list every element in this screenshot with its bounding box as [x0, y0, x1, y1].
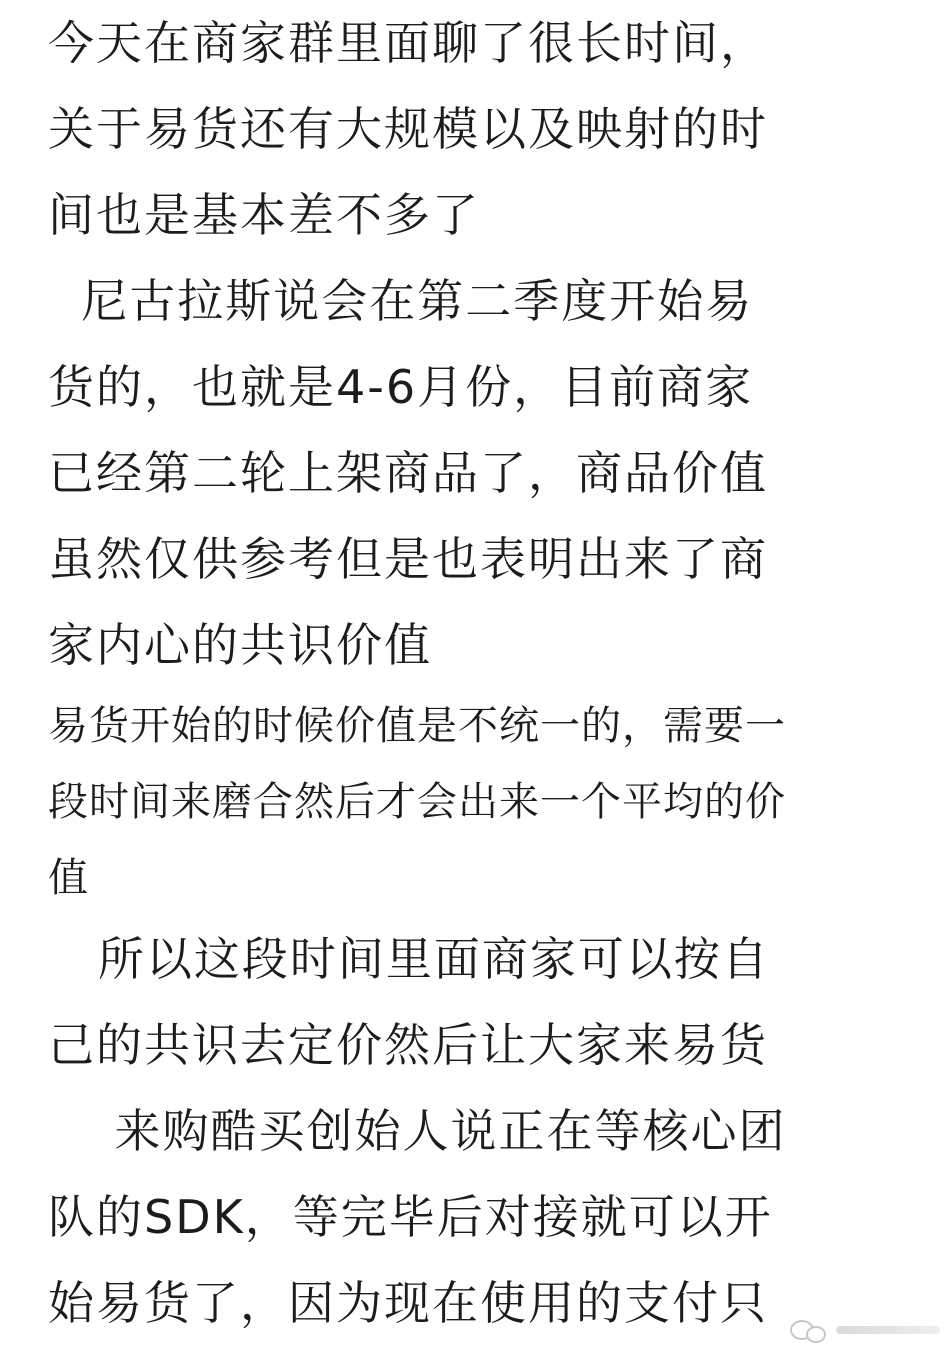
text-line: 易货开始的时候价值是不统一的，需要一 — [48, 703, 786, 749]
text-line: 队的SDK，等完毕后对接就可以开 — [48, 1190, 773, 1244]
paragraph-5 — [48, 1088, 908, 1346]
text-line: 段时间来磨合然后才会出来一个平均的价 — [48, 779, 786, 825]
text-line: 关于易货还有大规模以及映射的时 — [48, 102, 768, 156]
paragraph-4 — [48, 916, 908, 1088]
text-line: 来购酷买创始人说正在等核心团 — [48, 1104, 787, 1158]
text-line: 值 — [48, 855, 89, 901]
text-line: 间也是基本差不多了 — [48, 188, 480, 242]
paragraph-2 — [48, 258, 908, 688]
text-line: 所以这段时间里面商家可以按自 — [48, 932, 770, 986]
text-line: 货的，也就是4-6月份，目前商家 — [48, 360, 754, 414]
paragraph-3 — [48, 688, 908, 916]
text-line: 今天在商家群里面聊了很长时间， — [48, 16, 768, 70]
text-line: 虽然仅供参考但是也表明出来了商 — [48, 532, 768, 586]
text-line: 始易货了，因为现在使用的支付只 — [48, 1276, 768, 1330]
text-line: 已经第二轮上架商品了，商品价值 — [48, 446, 768, 500]
paragraph-1 — [48, 0, 908, 258]
watermark-blurred-text — [836, 1326, 940, 1334]
text-line: 己的共识去定价然后让大家来易货 — [48, 1018, 768, 1072]
wechat-watermark — [790, 1308, 940, 1352]
text-line: 家内心的共识价值 — [48, 618, 432, 672]
wechat-icon — [790, 1318, 826, 1342]
text-line: 尼古拉斯说会在第二季度开始易 — [48, 274, 754, 328]
article-body — [48, 0, 908, 1346]
